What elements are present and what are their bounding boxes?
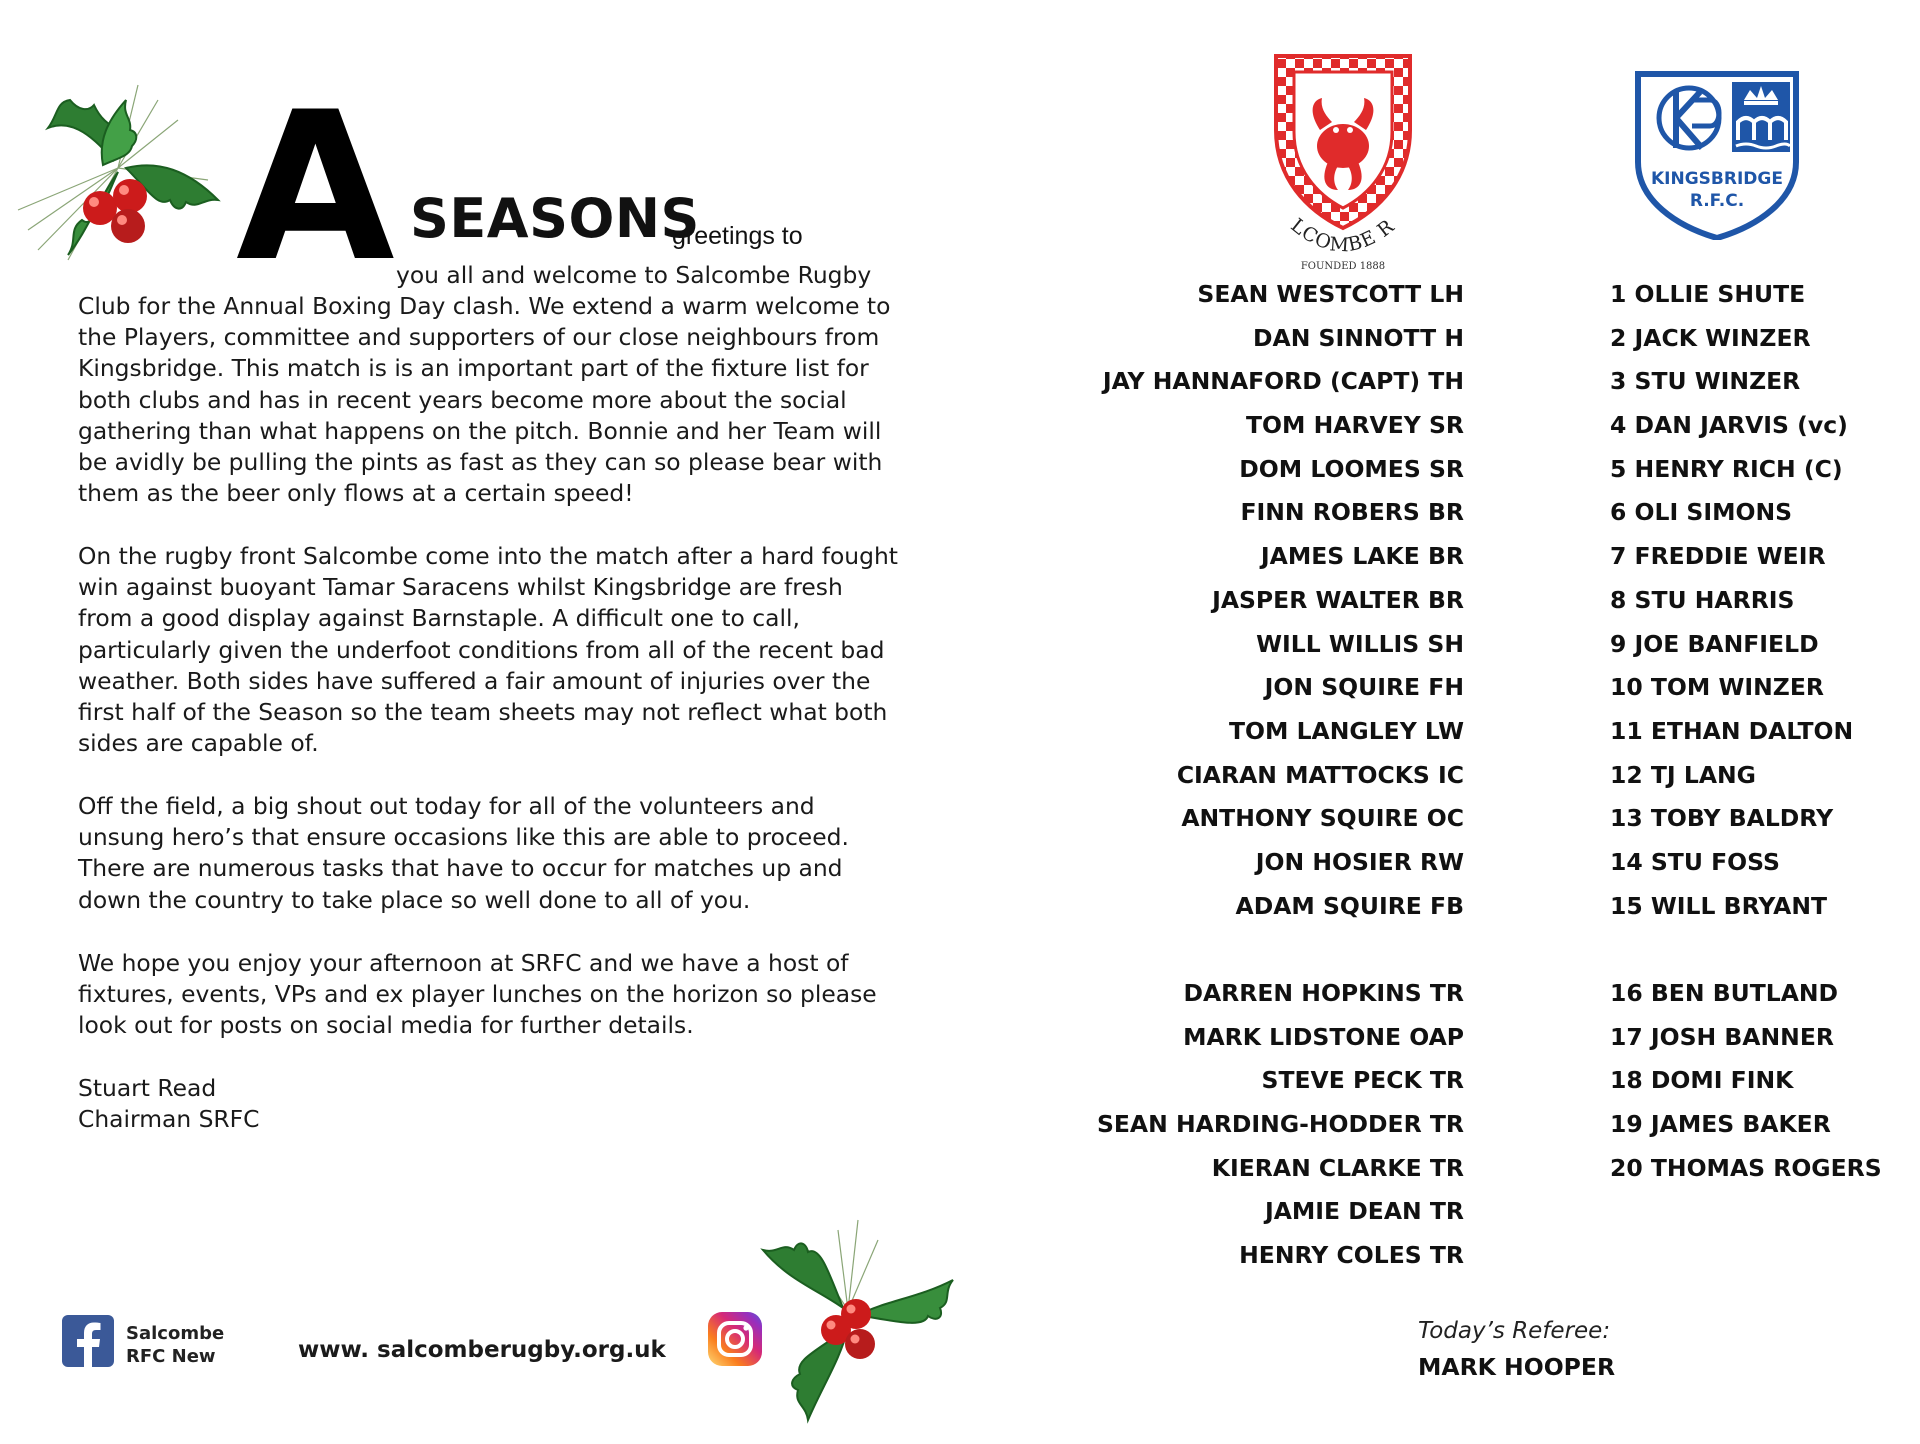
paragraph-line: Off the field, a big shout out today for all of the volunteers and — [78, 792, 815, 820]
referee-name: MARK HOOPER — [1418, 1353, 1616, 1381]
kingsbridge-player: 2 JACK WINZER — [1610, 323, 1811, 352]
salcombe-crest-icon — [1268, 50, 1418, 275]
paragraph-line: fixtures, events, VPs and ex player lunches on the horizon so please — [78, 980, 877, 1009]
holly-decoration-icon — [748, 1210, 960, 1425]
salcombe-replacement: MARK LIDSTONE OAP — [1183, 1022, 1464, 1051]
kingsbridge-replacement: 17 JOSH BANNER — [1610, 1022, 1834, 1051]
kingsbridge-crest-text: KINGSBRIDGE — [1651, 169, 1783, 189]
salcombe-founded-text: FOUNDED 1888 — [1300, 261, 1386, 272]
letter-paragraph-4 — [78, 948, 877, 1042]
paragraph-line: down the country to take place so well done to all of you. — [78, 885, 751, 914]
kingsbridge-player: 4 DAN JARVIS (vc) — [1610, 411, 1848, 440]
salcombe-player: WILL WILLIS SH — [1256, 629, 1464, 658]
salcombe-player: JON HOSIER RW — [1255, 847, 1464, 876]
paragraph-line: sides are capable of. — [78, 729, 319, 758]
paragraph-line: There are numerous tasks that have to occur for matches up and — [78, 854, 843, 883]
kingsbridge-replacement: 20 THOMAS ROGERS — [1610, 1153, 1882, 1182]
paragraph-line: look out for posts on social media for further details. — [78, 1011, 694, 1040]
kingsbridge-player: 15 WILL BRYANT — [1610, 891, 1828, 920]
salcombe-player: JASPER WALTER BR — [1212, 585, 1464, 614]
salcombe-rfc-crest — [1268, 50, 1418, 275]
salcombe-player: ADAM SQUIRE FB — [1235, 891, 1464, 920]
salcombe-replacement: KIERAN CLARKE TR — [1211, 1153, 1464, 1182]
kingsbridge-player: 12 TJ LANG — [1610, 760, 1756, 789]
salcombe-player: JAY HANNAFORD (CAPT) TH — [1102, 367, 1464, 396]
paragraph-line: We hope you enjoy your afternoon at SRFC and we have a host of — [78, 949, 849, 977]
salcombe-player: TOM LANGLEY LW — [1229, 716, 1464, 745]
paragraph-line: Kingsbridge. This match is is an important part of the fixture list for — [78, 354, 869, 383]
salcombe-player: DAN SINNOTT H — [1253, 323, 1464, 352]
letter-paragraph-1 — [78, 291, 890, 509]
drop-cap-letter: A — [236, 69, 395, 307]
salcombe-replacement: HENRY COLES TR — [1239, 1241, 1464, 1270]
paragraph-line: win against buoyant Tamar Saracens whilst Kingsbridge are fresh — [78, 573, 843, 602]
kingsbridge-player: 6 OLI SIMONS — [1610, 498, 1793, 527]
kingsbridge-player: 14 STU FOSS — [1610, 847, 1780, 876]
salcombe-player: JAMES LAKE BR — [1260, 542, 1464, 571]
signature — [78, 1073, 259, 1135]
letter-paragraph-3 — [78, 791, 849, 916]
kingsbridge-player: 7 FREDDIE WEIR — [1610, 542, 1826, 571]
team-spacer — [1097, 928, 1464, 972]
kingsbridge-player: 5 HENRY RICH (C) — [1610, 454, 1843, 483]
facebook-label-line: RFC New — [126, 1346, 216, 1367]
website-link[interactable]: www. salcomberugby.org.uk — [298, 1337, 666, 1363]
paragraph-line: the Players, committee and supporters of our close neighbours from — [78, 323, 880, 352]
paragraph-line: gathering than what happens on the pitch. Bonnie and her Team will — [78, 416, 882, 445]
facebook-icon[interactable] — [62, 1315, 114, 1367]
kingsbridge-player: 10 TOM WINZER — [1610, 673, 1824, 702]
salcombe-player: JON SQUIRE FH — [1264, 673, 1464, 702]
salcombe-crest-text: LCOMBE R — [1286, 214, 1399, 257]
kingsbridge-replacement: 18 DOMI FINK — [1610, 1066, 1794, 1095]
salcombe-team-list — [1097, 273, 1464, 1278]
paragraph-line: first half of the Season so the team sheets may not reflect what both — [78, 697, 888, 726]
greetings-text: greetings to — [672, 222, 803, 250]
kingsbridge-replacement: 19 JAMES BAKER — [1610, 1110, 1831, 1139]
referee-label: Today’s Referee: — [1418, 1318, 1611, 1344]
facebook-label-line: Salcombe — [126, 1323, 225, 1344]
paragraph-line: particularly given the underfoot conditions from all of the recent bad — [78, 635, 885, 664]
kingsbridge-player: 13 TOBY BALDRY — [1610, 804, 1834, 833]
kingsbridge-crest-icon — [1634, 70, 1800, 240]
paragraph-line: Club for the Annual Boxing Day clash. We extend a warm welcome to — [78, 292, 891, 320]
facebook-page-label[interactable] — [126, 1322, 224, 1368]
holly-decoration-icon — [8, 60, 228, 275]
salcombe-player: DOM LOOMES SR — [1239, 454, 1464, 483]
salcombe-player: TOM HARVEY SR — [1246, 411, 1464, 440]
kingsbridge-player: 3 STU WINZER — [1610, 367, 1801, 396]
salcombe-replacement: SEAN HARDING-HODDER TR — [1096, 1110, 1464, 1139]
kingsbridge-player: 11 ETHAN DALTON — [1610, 716, 1854, 745]
kingsbridge-team-list — [1610, 273, 1882, 1190]
paragraph-line: weather. Both sides have suffered a fair amount of injuries over the — [78, 666, 871, 695]
salcombe-replacement: STEVE PECK TR — [1261, 1066, 1464, 1095]
paragraph-line: On the rugby front Salcombe come into the match after a hard fought — [78, 542, 898, 570]
kingsbridge-player: 9 JOE BANFIELD — [1610, 629, 1819, 658]
kingsbridge-player: 8 STU HARRIS — [1610, 585, 1795, 614]
kingsbridge-crest-subtext: R.F.C. — [1689, 191, 1745, 211]
letter-paragraph-2 — [78, 541, 898, 759]
paragraph-line: both clubs and has in recent years become more about the social — [78, 385, 847, 414]
paragraph-line: them as the beer only flows at a certain speed! — [78, 479, 634, 508]
salcombe-replacement: DARREN HOPKINS TR — [1183, 979, 1464, 1007]
intro-line: you all and welcome to Salcombe Rugby — [396, 261, 872, 289]
signature-title: Chairman SRFC — [78, 1105, 260, 1134]
salcombe-player: SEAN WESTCOTT LH — [1197, 280, 1464, 308]
salcombe-player: ANTHONY SQUIRE OC — [1181, 804, 1464, 833]
kingsbridge-replacement: 16 BEN BUTLAND — [1610, 979, 1839, 1007]
kingsbridge-player: 1 OLLIE SHUTE — [1610, 280, 1806, 308]
salcombe-player: FINN ROBERS BR — [1240, 498, 1464, 527]
paragraph-line: unsung hero’s that ensure occasions like this are able to proceed. — [78, 823, 849, 852]
signature-name: Stuart Read — [78, 1074, 217, 1102]
salcombe-player: CIARAN MATTOCKS IC — [1176, 760, 1464, 789]
kingsbridge-rfc-crest — [1634, 70, 1800, 240]
salcombe-replacement: JAMIE DEAN TR — [1264, 1197, 1464, 1226]
team-spacer — [1610, 928, 1882, 972]
paragraph-line: from a good display against Barnstaple. A difficult one to call, — [78, 604, 800, 633]
paragraph-line: be avidly be pulling the pints as fast as they can so please bear with — [78, 447, 883, 476]
seasons-heading: SEASONS — [410, 187, 700, 250]
